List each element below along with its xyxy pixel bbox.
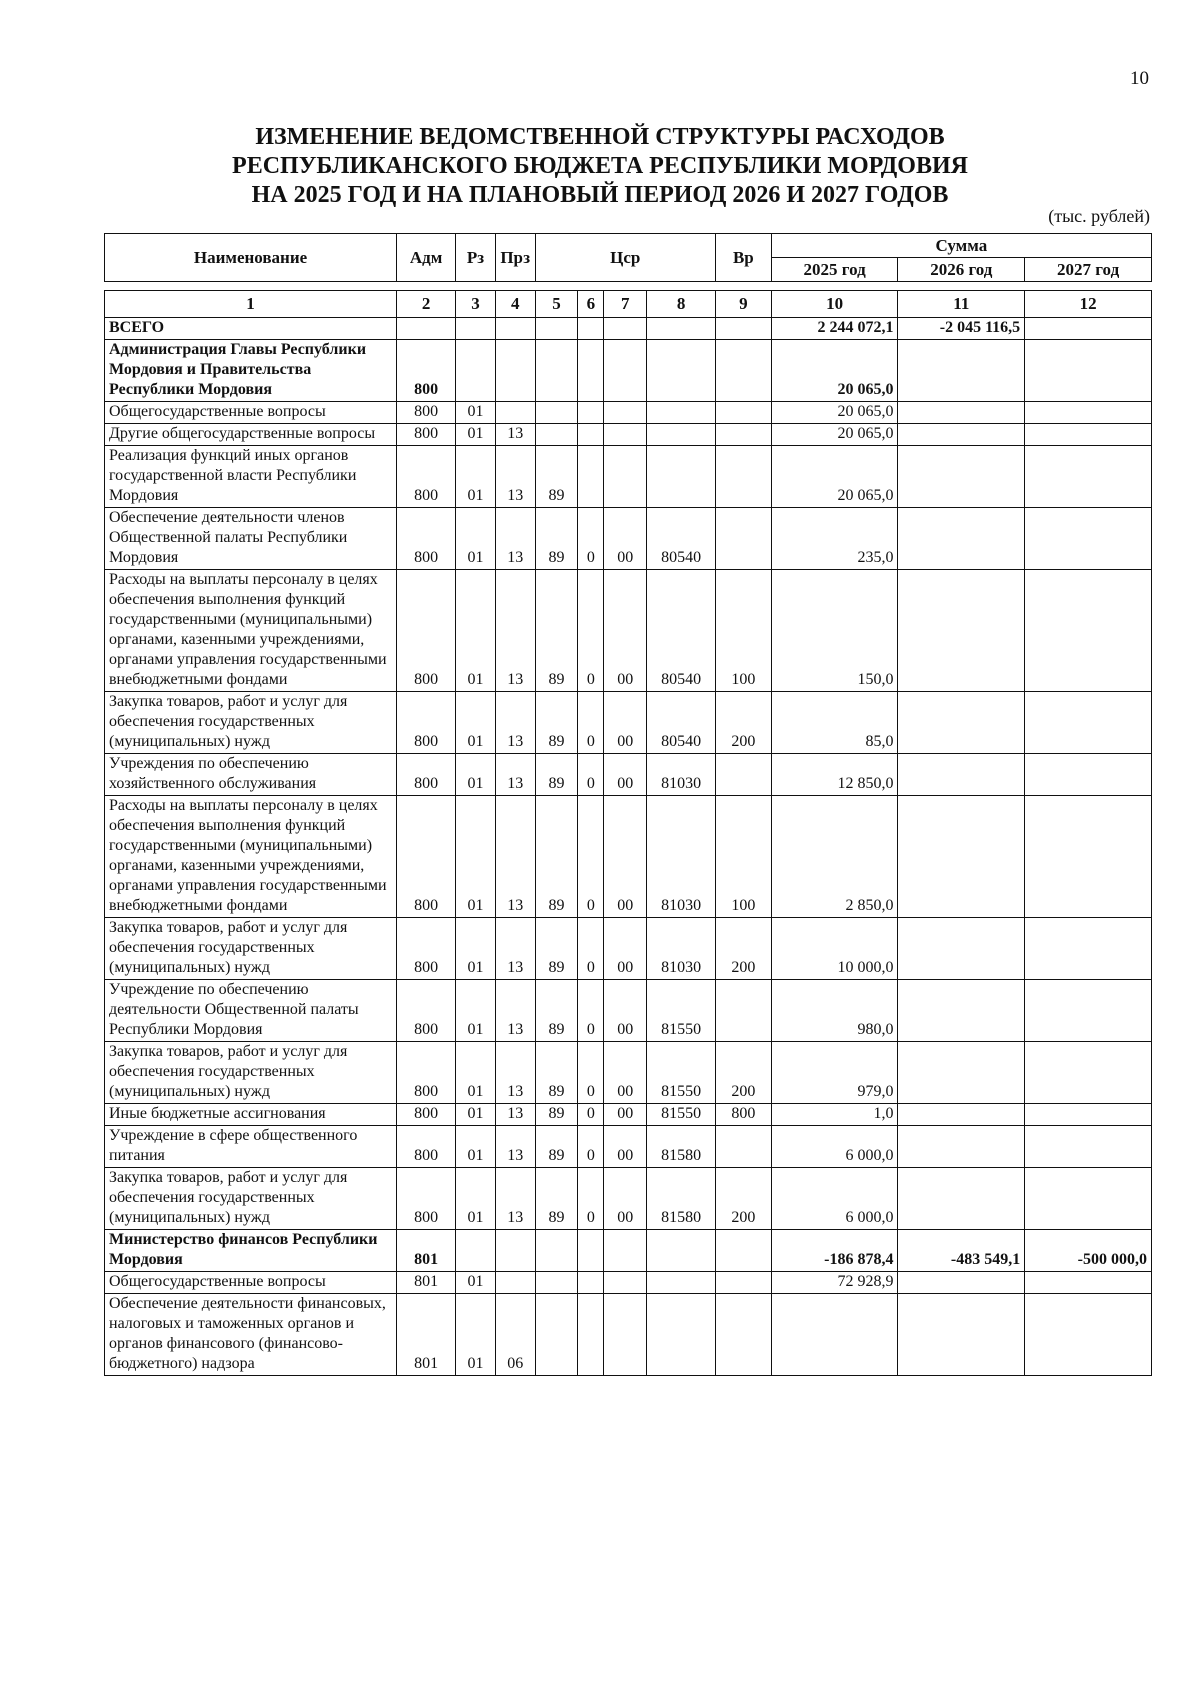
column-number: 7 — [604, 291, 647, 318]
row-amount-2026 — [898, 424, 1025, 446]
table-row — [105, 340, 1152, 402]
table-row — [105, 1294, 1152, 1376]
row-csr-type: 0 — [578, 570, 604, 692]
row-amount-2027 — [1025, 508, 1152, 570]
row-adm: 800 — [397, 1104, 456, 1126]
column-number: 6 — [578, 291, 604, 318]
column-numbers-row — [105, 291, 1152, 318]
row-prz — [495, 1230, 535, 1272]
row-csr-direction — [647, 318, 716, 340]
row-adm — [397, 318, 456, 340]
header-name: Наименование — [105, 234, 397, 282]
row-csr-program: 89 — [535, 446, 578, 508]
row-amount-2026 — [898, 1126, 1025, 1168]
row-vr — [715, 1126, 771, 1168]
row-amount-2026 — [898, 570, 1025, 692]
row-prz: 13 — [495, 424, 535, 446]
row-rz: 01 — [456, 424, 496, 446]
row-csr-type — [578, 402, 604, 424]
header-rz: Рз — [456, 234, 496, 282]
row-csr-type: 0 — [578, 796, 604, 918]
row-csr-program: 89 — [535, 754, 578, 796]
header-csr: Цср — [535, 234, 715, 282]
row-prz: 13 — [495, 796, 535, 918]
column-number: 9 — [715, 291, 771, 318]
row-name: Учреждение по обеспечению деятельности Общественной палаты Республики Мордовия — [105, 980, 397, 1042]
table-body — [105, 318, 1152, 1376]
row-adm: 800 — [397, 796, 456, 918]
row-prz: 13 — [495, 980, 535, 1042]
row-amount-2025: 20 065,0 — [771, 424, 898, 446]
row-rz — [456, 1230, 496, 1272]
row-prz — [495, 402, 535, 424]
row-csr-subprogram — [604, 1230, 647, 1272]
row-rz: 01 — [456, 508, 496, 570]
row-csr-program: 89 — [535, 980, 578, 1042]
row-name: Другие общегосударственные вопросы — [105, 424, 397, 446]
row-amount-2027 — [1025, 918, 1152, 980]
header-year-2025: 2025 год — [771, 258, 898, 282]
row-rz: 01 — [456, 1042, 496, 1104]
row-prz: 13 — [495, 570, 535, 692]
row-vr — [715, 402, 771, 424]
row-rz — [456, 340, 496, 402]
header-year-2027: 2027 год — [1025, 258, 1152, 282]
row-csr-type: 0 — [578, 1104, 604, 1126]
row-csr-subprogram: 00 — [604, 754, 647, 796]
row-csr-program — [535, 424, 578, 446]
row-amount-2026 — [898, 446, 1025, 508]
row-amount-2027 — [1025, 796, 1152, 918]
row-amount-2026 — [898, 340, 1025, 402]
row-rz: 01 — [456, 1272, 496, 1294]
title-line-3: НА 2025 ГОД И НА ПЛАНОВЫЙ ПЕРИОД 2026 И 2027 ГОДОВ — [251, 182, 949, 208]
row-csr-subprogram — [604, 446, 647, 508]
row-rz: 01 — [456, 1294, 496, 1376]
header-prz: Прз — [495, 234, 535, 282]
row-adm: 800 — [397, 424, 456, 446]
row-vr — [715, 508, 771, 570]
row-amount-2027 — [1025, 402, 1152, 424]
row-rz: 01 — [456, 980, 496, 1042]
row-amount-2027 — [1025, 1168, 1152, 1230]
row-csr-program: 89 — [535, 1126, 578, 1168]
table-row — [105, 1272, 1152, 1294]
row-vr — [715, 1230, 771, 1272]
row-amount-2025: -186 878,4 — [771, 1230, 898, 1272]
row-csr-type: 0 — [578, 980, 604, 1042]
row-amount-2025: 20 065,0 — [771, 340, 898, 402]
row-csr-type — [578, 1294, 604, 1376]
row-csr-program: 89 — [535, 570, 578, 692]
row-amount-2025: 6 000,0 — [771, 1168, 898, 1230]
row-rz: 01 — [456, 796, 496, 918]
row-name: Общегосударственные вопросы — [105, 402, 397, 424]
column-number: 1 — [105, 291, 397, 318]
row-amount-2027 — [1025, 980, 1152, 1042]
row-amount-2027 — [1025, 754, 1152, 796]
row-name: Закупка товаров, работ и услуг для обеспечения государственных (муниципальных) нужд — [105, 1042, 397, 1104]
row-csr-subprogram: 00 — [604, 1168, 647, 1230]
row-amount-2025: 980,0 — [771, 980, 898, 1042]
row-rz — [456, 318, 496, 340]
row-adm: 801 — [397, 1272, 456, 1294]
row-rz: 01 — [456, 1126, 496, 1168]
row-csr-subprogram — [604, 1294, 647, 1376]
row-csr-subprogram: 00 — [604, 508, 647, 570]
row-name: Обеспечение деятельности членов Общественной палаты Республики Мордовия — [105, 508, 397, 570]
row-vr: 800 — [715, 1104, 771, 1126]
row-csr-type: 0 — [578, 754, 604, 796]
table-row — [105, 446, 1152, 508]
row-csr-direction: 81030 — [647, 754, 716, 796]
row-csr-direction: 81580 — [647, 1126, 716, 1168]
row-name: Администрация Главы Республики Мордовия и Правительства Республики Мордовия — [105, 340, 397, 402]
row-prz — [495, 340, 535, 402]
column-number: 12 — [1025, 291, 1152, 318]
row-amount-2027 — [1025, 446, 1152, 508]
row-vr: 200 — [715, 1168, 771, 1230]
row-csr-subprogram — [604, 318, 647, 340]
row-csr-type — [578, 1230, 604, 1272]
row-amount-2026 — [898, 754, 1025, 796]
row-name: Министерство финансов Республики Мордовия — [105, 1230, 397, 1272]
row-csr-type: 0 — [578, 1126, 604, 1168]
row-csr-direction — [647, 424, 716, 446]
row-csr-subprogram — [604, 1272, 647, 1294]
row-csr-direction: 81550 — [647, 1104, 716, 1126]
row-csr-direction — [647, 1272, 716, 1294]
row-adm: 800 — [397, 446, 456, 508]
row-csr-direction — [647, 340, 716, 402]
row-csr-subprogram: 00 — [604, 1104, 647, 1126]
row-amount-2026 — [898, 980, 1025, 1042]
row-adm: 800 — [397, 340, 456, 402]
row-vr: 100 — [715, 796, 771, 918]
row-amount-2025: 2 850,0 — [771, 796, 898, 918]
row-csr-direction: 81550 — [647, 980, 716, 1042]
row-csr-type: 0 — [578, 692, 604, 754]
row-vr: 100 — [715, 570, 771, 692]
row-vr: 200 — [715, 692, 771, 754]
row-name: Учреждение в сфере общественного питания — [105, 1126, 397, 1168]
row-name: ВСЕГО — [105, 318, 397, 340]
row-amount-2027 — [1025, 692, 1152, 754]
row-prz: 13 — [495, 692, 535, 754]
table-row — [105, 754, 1152, 796]
row-csr-program: 89 — [535, 1104, 578, 1126]
row-csr-direction — [647, 1294, 716, 1376]
row-csr-type: 0 — [578, 918, 604, 980]
header-adm: Адм — [397, 234, 456, 282]
page-number: 10 — [1130, 68, 1149, 89]
row-amount-2026 — [898, 1294, 1025, 1376]
row-csr-direction: 81580 — [647, 1168, 716, 1230]
row-csr-subprogram — [604, 402, 647, 424]
row-adm: 800 — [397, 1042, 456, 1104]
row-amount-2027 — [1025, 318, 1152, 340]
row-amount-2025: 20 065,0 — [771, 446, 898, 508]
row-adm: 800 — [397, 402, 456, 424]
header-year-2026: 2026 год — [898, 258, 1025, 282]
row-csr-program: 89 — [535, 1042, 578, 1104]
row-amount-2027 — [1025, 1294, 1152, 1376]
row-csr-type — [578, 446, 604, 508]
column-number: 3 — [456, 291, 496, 318]
row-csr-type: 0 — [578, 1168, 604, 1230]
row-amount-2027: -500 000,0 — [1025, 1230, 1152, 1272]
table-row — [105, 318, 1152, 340]
table-row — [105, 692, 1152, 754]
table-header — [105, 234, 1152, 318]
table-row — [105, 1168, 1152, 1230]
row-amount-2025: 1,0 — [771, 1104, 898, 1126]
row-vr — [715, 1272, 771, 1294]
row-rz: 01 — [456, 692, 496, 754]
row-name: Расходы на выплаты персоналу в целях обеспечения выполнения функций государственными (муниципальными) органами, казенными учреждениями, органами управления государственными внебюджетными фондами — [105, 796, 397, 918]
row-amount-2026 — [898, 508, 1025, 570]
row-csr-direction: 81550 — [647, 1042, 716, 1104]
row-amount-2027 — [1025, 1126, 1152, 1168]
row-prz: 13 — [495, 1168, 535, 1230]
row-csr-program — [535, 402, 578, 424]
row-rz: 01 — [456, 918, 496, 980]
row-amount-2026 — [898, 1272, 1025, 1294]
table-row — [105, 980, 1152, 1042]
row-prz: 13 — [495, 1126, 535, 1168]
row-adm: 800 — [397, 1168, 456, 1230]
row-amount-2025: 85,0 — [771, 692, 898, 754]
budget-table — [104, 233, 1152, 1376]
row-amount-2027 — [1025, 1042, 1152, 1104]
row-prz — [495, 1272, 535, 1294]
title-line-2: РЕСПУБЛИКАНСКОГО БЮДЖЕТА РЕСПУБЛИКИ МОРДОВИЯ — [232, 153, 968, 179]
row-rz: 01 — [456, 1168, 496, 1230]
table-row — [105, 1042, 1152, 1104]
row-adm: 801 — [397, 1294, 456, 1376]
row-name: Иные бюджетные ассигнования — [105, 1104, 397, 1126]
row-prz: 13 — [495, 1104, 535, 1126]
document-title — [0, 123, 1200, 210]
row-amount-2026 — [898, 796, 1025, 918]
row-amount-2025 — [771, 1294, 898, 1376]
row-csr-subprogram — [604, 424, 647, 446]
row-amount-2025: 12 850,0 — [771, 754, 898, 796]
row-csr-type — [578, 318, 604, 340]
row-prz — [495, 318, 535, 340]
row-csr-subprogram: 00 — [604, 918, 647, 980]
units-label: (тыс. рублей) — [1048, 206, 1150, 226]
row-csr-program: 89 — [535, 918, 578, 980]
row-csr-program: 89 — [535, 692, 578, 754]
title-line-1: ИЗМЕНЕНИЕ ВЕДОМСТВЕННОЙ СТРУКТУРЫ РАСХОДОВ — [255, 124, 945, 150]
row-vr — [715, 980, 771, 1042]
row-adm: 800 — [397, 570, 456, 692]
row-name: Общегосударственные вопросы — [105, 1272, 397, 1294]
row-vr — [715, 1294, 771, 1376]
row-name: Закупка товаров, работ и услуг для обеспечения государственных (муниципальных) нужд — [105, 918, 397, 980]
row-adm: 800 — [397, 918, 456, 980]
row-csr-direction — [647, 1230, 716, 1272]
row-amount-2027 — [1025, 340, 1152, 402]
row-adm: 800 — [397, 508, 456, 570]
row-rz: 01 — [456, 402, 496, 424]
row-prz: 13 — [495, 918, 535, 980]
table-row — [105, 1230, 1152, 1272]
column-number: 4 — [495, 291, 535, 318]
header-vr: Вр — [715, 234, 771, 282]
row-vr: 200 — [715, 1042, 771, 1104]
row-adm: 801 — [397, 1230, 456, 1272]
table-row — [105, 570, 1152, 692]
table-row — [105, 508, 1152, 570]
row-amount-2025: 20 065,0 — [771, 402, 898, 424]
row-csr-program — [535, 340, 578, 402]
row-amount-2026 — [898, 1104, 1025, 1126]
row-csr-type: 0 — [578, 508, 604, 570]
row-csr-subprogram: 00 — [604, 796, 647, 918]
table-row — [105, 796, 1152, 918]
row-amount-2025: 6 000,0 — [771, 1126, 898, 1168]
row-vr — [715, 340, 771, 402]
column-number: 10 — [771, 291, 898, 318]
row-csr-subprogram: 00 — [604, 1126, 647, 1168]
row-amount-2027 — [1025, 1104, 1152, 1126]
row-csr-program — [535, 1230, 578, 1272]
row-csr-direction — [647, 446, 716, 508]
row-vr: 200 — [715, 918, 771, 980]
table-row — [105, 424, 1152, 446]
row-csr-program: 89 — [535, 796, 578, 918]
row-amount-2025: 235,0 — [771, 508, 898, 570]
row-amount-2026 — [898, 918, 1025, 980]
row-name: Обеспечение деятельности финансовых, налоговых и таможенных органов и органов финансового (финансово-бюджетного) надзора — [105, 1294, 397, 1376]
row-name: Закупка товаров, работ и услуг для обеспечения государственных (муниципальных) нужд — [105, 692, 397, 754]
row-amount-2026 — [898, 1042, 1025, 1104]
row-rz: 01 — [456, 570, 496, 692]
row-csr-direction: 81030 — [647, 796, 716, 918]
row-name: Реализация функций иных органов государственной власти Республики Мордовия — [105, 446, 397, 508]
column-number: 2 — [397, 291, 456, 318]
row-name: Расходы на выплаты персоналу в целях обеспечения выполнения функций государственными (муниципальными) органами, казенными учреждениями, органами управления государственными внебюджетными фондами — [105, 570, 397, 692]
row-rz: 01 — [456, 446, 496, 508]
row-amount-2026 — [898, 692, 1025, 754]
row-prz: 13 — [495, 508, 535, 570]
row-csr-subprogram: 00 — [604, 1042, 647, 1104]
row-adm: 800 — [397, 980, 456, 1042]
row-amount-2025: 2 244 072,1 — [771, 318, 898, 340]
table-row — [105, 1126, 1152, 1168]
table-row — [105, 402, 1152, 424]
row-prz: 13 — [495, 446, 535, 508]
row-prz: 13 — [495, 754, 535, 796]
row-csr-direction: 81030 — [647, 918, 716, 980]
column-number: 11 — [898, 291, 1025, 318]
row-rz: 01 — [456, 1104, 496, 1126]
row-vr — [715, 446, 771, 508]
row-csr-program — [535, 1294, 578, 1376]
row-amount-2026 — [898, 402, 1025, 424]
row-vr — [715, 424, 771, 446]
row-csr-subprogram: 00 — [604, 570, 647, 692]
row-name: Учреждения по обеспечению хозяйственного обслуживания — [105, 754, 397, 796]
row-amount-2026: -2 045 116,5 — [898, 318, 1025, 340]
table-row — [105, 1104, 1152, 1126]
row-vr — [715, 754, 771, 796]
row-amount-2025: 72 928,9 — [771, 1272, 898, 1294]
row-amount-2027 — [1025, 1272, 1152, 1294]
row-csr-subprogram — [604, 340, 647, 402]
row-amount-2025: 979,0 — [771, 1042, 898, 1104]
row-rz: 01 — [456, 754, 496, 796]
row-csr-direction: 80540 — [647, 508, 716, 570]
row-csr-type — [578, 424, 604, 446]
row-csr-subprogram: 00 — [604, 980, 647, 1042]
column-number: 8 — [647, 291, 716, 318]
row-amount-2026: -483 549,1 — [898, 1230, 1025, 1272]
row-csr-direction: 80540 — [647, 570, 716, 692]
column-number: 5 — [535, 291, 578, 318]
table-row — [105, 918, 1152, 980]
row-csr-direction: 80540 — [647, 692, 716, 754]
row-amount-2025: 10 000,0 — [771, 918, 898, 980]
row-csr-program — [535, 318, 578, 340]
row-csr-type: 0 — [578, 1042, 604, 1104]
row-amount-2027 — [1025, 570, 1152, 692]
row-vr — [715, 318, 771, 340]
row-name: Закупка товаров, работ и услуг для обеспечения государственных (муниципальных) нужд — [105, 1168, 397, 1230]
row-adm: 800 — [397, 1126, 456, 1168]
row-amount-2025: 150,0 — [771, 570, 898, 692]
row-prz: 13 — [495, 1042, 535, 1104]
row-prz: 06 — [495, 1294, 535, 1376]
row-adm: 800 — [397, 754, 456, 796]
row-amount-2027 — [1025, 424, 1152, 446]
header-sum: Сумма — [771, 234, 1151, 258]
row-adm: 800 — [397, 692, 456, 754]
row-csr-subprogram: 00 — [604, 692, 647, 754]
row-csr-program — [535, 1272, 578, 1294]
row-amount-2026 — [898, 1168, 1025, 1230]
row-csr-type — [578, 1272, 604, 1294]
row-csr-direction — [647, 402, 716, 424]
row-csr-program: 89 — [535, 508, 578, 570]
row-csr-type — [578, 340, 604, 402]
row-csr-program: 89 — [535, 1168, 578, 1230]
